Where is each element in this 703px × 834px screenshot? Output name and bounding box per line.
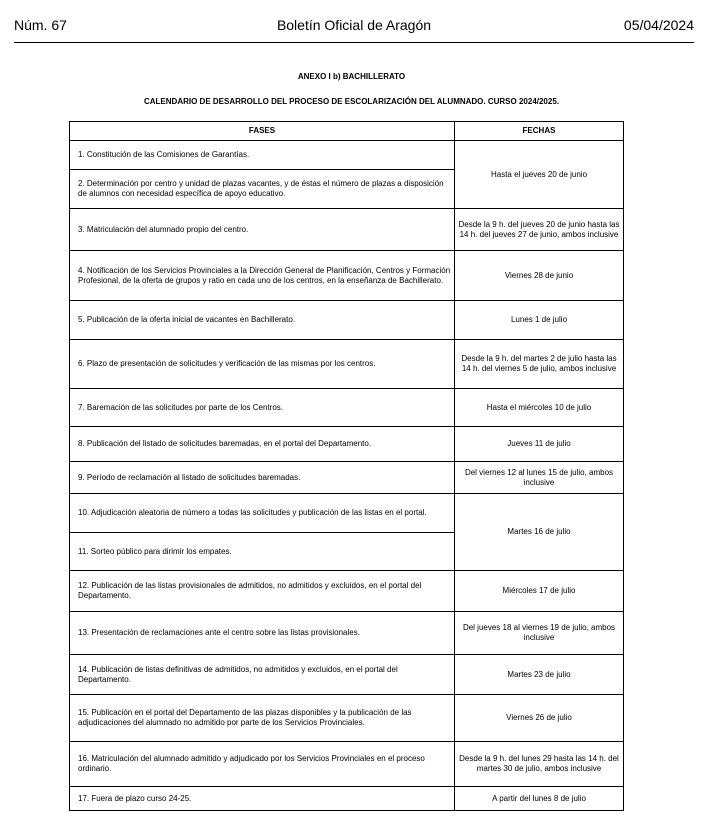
table-row — [70, 612, 624, 655]
table-row — [70, 655, 624, 695]
phase-cell: 8. Publicación del listado de solicitudes baremadas, en el portal del Departamento. — [70, 427, 455, 462]
document-title: CALENDARIO DE DESARROLLO DEL PROCESO DE ESCOLARIZACIÓN DEL ALUMNADO. CURSO 2024/2025. — [143, 97, 560, 106]
table-row — [70, 141, 624, 170]
date-cell: Del jueves 18 al viernes 19 de julio, ambos inclusive — [455, 612, 624, 655]
calendar-table — [69, 121, 624, 811]
phase-cell: 11. Sorteo público para dirimir los empates. — [70, 533, 455, 571]
annex-title: ANEXO I b) BACHILLERATO — [297, 72, 406, 81]
date-cell: Del viernes 12 al lunes 15 de julio, ambos inclusive — [455, 462, 624, 494]
phase-cell: 2. Determinación por centro y unidad de plazas vacantes, y de éstas el número de plazas a disposición de alumnos con necesidad específica de apoyo educativo. — [70, 170, 455, 209]
date-cell: Desde la 9 h. del martes 2 de julio hasta las 14 h. del viernes 5 de julio, ambos inclusive — [455, 340, 624, 389]
table-row — [70, 742, 624, 787]
dates-column-header: FECHAS — [455, 122, 624, 141]
table-row — [70, 787, 624, 811]
table-header-row — [70, 122, 624, 141]
bulletin-number: Núm. 67 — [14, 17, 67, 33]
phase-cell: 13. Presentación de reclamaciones ante el centro sobre las listas provisionales. — [70, 612, 455, 655]
date-cell: Viernes 26 de julio — [455, 695, 624, 742]
date-cell: Hasta el miércoles 10 de julio — [455, 389, 624, 427]
phase-cell: 1. Constitución de las Comisiones de Garantías. — [70, 141, 455, 170]
phase-cell: 6. Plazo de presentación de solicitudes y verificación de las mismas por los centros. — [70, 340, 455, 389]
phase-cell: 12. Publicación de las listas provisionales de admitidos, no admitidos y excluidos, en el portal del Departamento. — [70, 571, 455, 612]
date-cell: Hasta el jueves 20 de junio — [455, 141, 624, 209]
date-cell: Desde la 9 h. del lunes 29 hasta las 14 h. del martes 30 de julio, ambos inclusive — [455, 742, 624, 787]
table-row — [70, 209, 624, 251]
phase-cell: 7. Baremación de las solicitudes por parte de los Centros. — [70, 389, 455, 427]
phase-cell: 3. Matriculación del alumnado propio del centro. — [70, 209, 455, 251]
table-row — [70, 427, 624, 462]
phase-cell: 9. Período de reclamación al listado de solicitudes baremadas. — [70, 462, 455, 494]
phase-cell: 14. Publicación de listas definitivas de admitidos, no admitidos y excluidos, en el portal del Departamento. — [70, 655, 455, 695]
header-divider — [14, 42, 694, 43]
bulletin-date: 05/04/2024 — [623, 17, 694, 33]
table-row — [70, 340, 624, 389]
date-cell: Miércoles 17 de julio — [455, 571, 624, 612]
date-cell: Lunes 1 de julio — [455, 301, 624, 340]
table-row — [70, 695, 624, 742]
phase-cell: 4. Notificación de los Servicios Provinciales a la Dirección General de Planificación, Centros y Formación Profesional, de la oferta de grupos y ratio en cada uno de los centros, en la enseñanza de Bachillerato. — [70, 251, 455, 301]
phase-cell: 15. Publicación en el portal del Departamento de las plazas disponibles y la publicación de las adjudicaciones del alumnado no admitido por parte de los Servicios Provinciales. — [70, 695, 455, 742]
phase-cell: 10. Adjudicación aleatoria de número a todas las solicitudes y publicación de las listas en el portal. — [70, 494, 455, 533]
table-row — [70, 301, 624, 340]
date-cell: Martes 16 de julio — [455, 494, 624, 571]
bulletin-name: Boletín Oficial de Aragón — [276, 17, 432, 33]
date-cell: A partir del lunes 8 de julio — [455, 787, 624, 811]
phases-column-header: FASES — [70, 122, 455, 141]
date-cell: Jueves 11 de julio — [455, 427, 624, 462]
table-row — [70, 389, 624, 427]
phase-cell: 16. Matriculación del alumnado admitido y adjudicado por los Servicios Provinciales en el proceso ordinario. — [70, 742, 455, 787]
table-row — [70, 462, 624, 494]
date-cell: Desde la 9 h. del jueves 20 de junio hasta las 14 h. del jueves 27 de junio, ambos inclusive — [455, 209, 624, 251]
page-header — [14, 17, 694, 37]
date-cell: Martes 23 de julio — [455, 655, 624, 695]
table-row — [70, 571, 624, 612]
table-row — [70, 494, 624, 533]
table-row — [70, 251, 624, 301]
phase-cell: 5. Publicación de la oferta inicial de vacantes en Bachillerato. — [70, 301, 455, 340]
date-cell: Viernes 28 de junio — [455, 251, 624, 301]
phase-cell: 17. Fuera de plazo curso 24-25. — [70, 787, 455, 811]
